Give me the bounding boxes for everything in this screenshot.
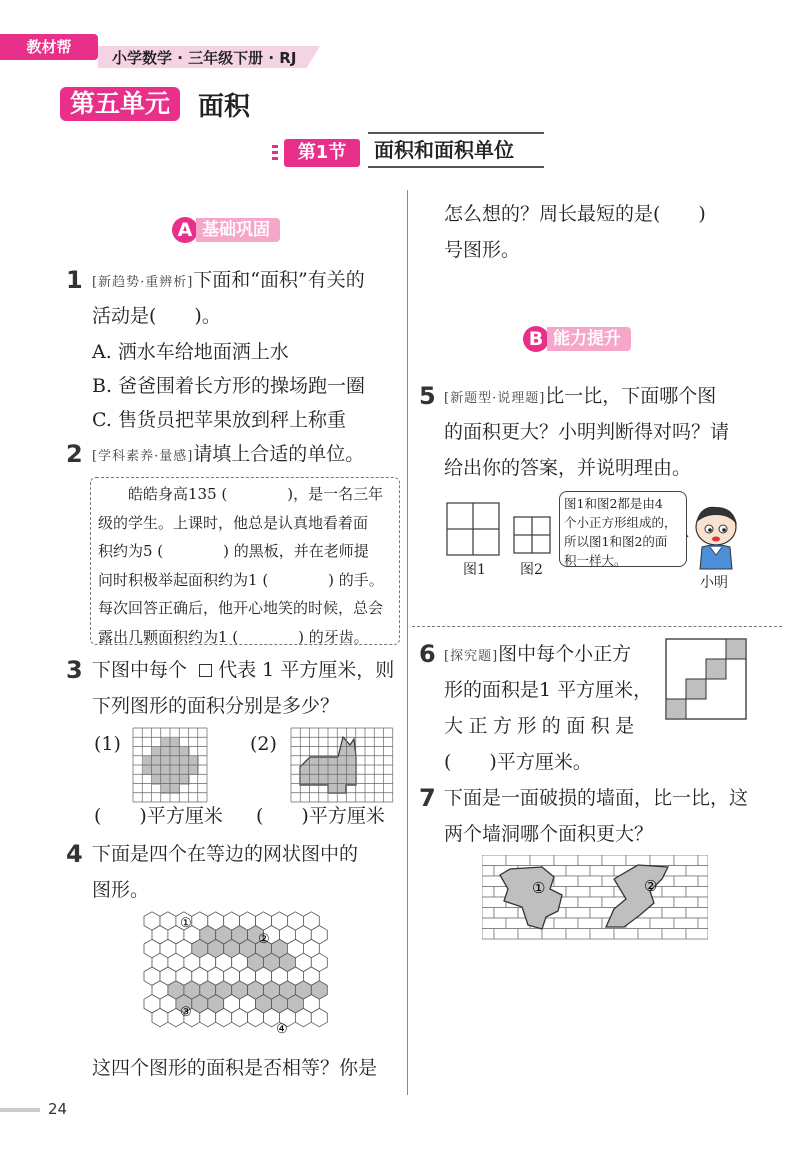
brick	[566, 908, 590, 919]
q2-box-line: 问时积极举起面积约为1 ( ) 的手。	[98, 570, 384, 589]
brick	[482, 908, 494, 919]
brick	[578, 876, 602, 887]
brick	[494, 929, 518, 940]
brick	[698, 918, 708, 929]
q1-option-a: A. 洒水车给地面洒上水	[92, 341, 289, 363]
q5-fig2-label: 图2	[520, 562, 543, 578]
q6-staircase-square	[665, 638, 747, 720]
brick	[566, 866, 590, 877]
q3-stem-b: 代表 1 平方厘米，则	[218, 659, 395, 681]
q5-speech-line: 图1和图2都是由4	[564, 496, 663, 511]
q3-stem-a: 下图中每个	[92, 659, 188, 681]
brick	[554, 876, 578, 887]
brick	[554, 918, 578, 929]
part-b-letter: B	[523, 326, 549, 352]
q3-grid-figure-1	[132, 727, 208, 803]
q5-line1	[444, 378, 716, 417]
brand-badge: 教材帮	[0, 34, 98, 60]
brick	[674, 918, 698, 929]
q1-stem: 下面和“面积”有关的	[193, 269, 365, 291]
section-title: 面积和面积单位	[368, 132, 544, 168]
q7-line2: 两个墙洞哪个面积更大？	[444, 823, 654, 845]
q3-number: 3	[66, 656, 83, 684]
q5-speech-bubble	[559, 491, 687, 567]
q4-mark-1: ①	[180, 916, 192, 931]
brick	[518, 929, 542, 940]
q6-stem: 图中每个小正方	[498, 643, 632, 665]
unit-badge: 第五单元	[60, 87, 180, 121]
q4-line1: 下面是四个在等边的网状图中的	[92, 843, 359, 865]
brick	[482, 897, 506, 908]
q3-fig1-grid	[133, 728, 207, 802]
brick	[674, 876, 698, 887]
brick	[590, 929, 614, 940]
brick	[530, 855, 554, 866]
brick	[554, 855, 578, 866]
xiaoming-avatar	[686, 503, 746, 573]
q1-line2: 活动是( )。	[92, 305, 221, 327]
book-title: 小学数学 · 三年级下册 · RJ	[112, 49, 297, 67]
brick	[698, 855, 708, 866]
brick	[506, 855, 530, 866]
q3-label-1: (1)	[94, 733, 121, 755]
q5-line2: 的面积更大？小明判断得对吗？请	[444, 421, 730, 443]
brick	[686, 929, 708, 940]
q5-tag: [新题型·说理题]	[444, 391, 546, 406]
q2-stem: 请填上合适的单位。	[193, 443, 365, 465]
q6-line2: 形的面积是1 平方厘米，	[444, 679, 653, 701]
q3-answer-1: ( )平方厘米	[94, 805, 223, 827]
brick	[482, 855, 506, 866]
q1-option-b: B. 爸爸围着长方形的操场跑一圈	[92, 375, 366, 397]
brick	[674, 855, 698, 866]
q5-fig1-label: 图1	[463, 562, 486, 578]
q1-option-c: C. 售货员把苹果放到秤上称重	[92, 409, 346, 431]
brick	[542, 929, 566, 940]
q4-mark-4: ④	[276, 1022, 288, 1037]
wall-hole-1-label: ①	[532, 879, 546, 897]
brick	[686, 908, 708, 919]
hex-cell	[311, 1008, 327, 1026]
q4-mark-2: ②	[258, 932, 270, 947]
page-number: 24	[48, 1100, 68, 1118]
hex-cell	[216, 1008, 232, 1026]
q6-number: 6	[419, 640, 436, 668]
brick	[482, 918, 506, 929]
page-number-bar	[0, 1108, 40, 1112]
q3-label-2: (2)	[250, 733, 277, 755]
brick	[662, 929, 686, 940]
q2-tag: [学科素养·量感]	[92, 449, 194, 464]
q5-stem: 比一比，下面哪个图	[545, 385, 717, 407]
brick	[590, 887, 614, 898]
q6-line4: ( )平方厘米。	[444, 751, 592, 773]
q7-line1: 下面是一面破损的墙面，比一比，这	[444, 787, 749, 809]
brick	[626, 855, 650, 866]
q7-number: 7	[419, 784, 436, 812]
section-dots	[272, 145, 278, 163]
brick	[650, 855, 674, 866]
brick	[638, 929, 662, 940]
brick	[482, 866, 494, 877]
q2-line1	[92, 436, 364, 475]
q2-box-line: 皓皓身高135 ( )，是一名三年	[98, 485, 384, 503]
unit-square-icon	[199, 664, 212, 677]
q3-line2: 下列图形的面积分别是多少？	[92, 695, 340, 717]
q1-line1	[92, 262, 365, 301]
q3-grid-figure-2	[290, 727, 396, 803]
q6-tag: [探究题]	[444, 649, 499, 664]
part-a-label: 基础巩固	[196, 218, 280, 242]
part-b-label: 能力提升	[547, 327, 631, 351]
brick	[578, 855, 602, 866]
brick	[590, 866, 614, 877]
xiaoming-label: 小明	[700, 575, 728, 591]
q7-brick-wall	[482, 855, 708, 941]
unit-title: 面积	[198, 92, 251, 122]
brick	[602, 855, 626, 866]
brick	[686, 866, 708, 877]
q5-speech-line: 所以图1和图2的面	[564, 534, 668, 549]
q2-box-line: 露出几颗面积约为1 ( ) 的牙齿。	[98, 627, 369, 646]
q5-separator	[412, 626, 782, 627]
q2-box-text	[98, 480, 384, 651]
q1-number: 1	[66, 266, 83, 294]
brick	[650, 918, 674, 929]
brick	[662, 908, 686, 919]
brick	[482, 887, 494, 898]
q3-answer-2: ( )平方厘米	[256, 805, 385, 827]
q5-line3: 给出你的答案，并说明理由。	[444, 457, 692, 479]
brick	[566, 929, 590, 940]
q1-tag: [新趋势·重辨析]	[92, 275, 194, 290]
q4-line4: 怎么想的？周长最短的是( )	[444, 203, 706, 225]
brick	[698, 897, 708, 908]
q2-box-line: 积约为5 ( ) 的黑板，并在老师提	[98, 542, 369, 560]
brick	[578, 897, 602, 908]
q5-speech-line: 积一样大。	[564, 553, 627, 568]
q4-hex-grid	[140, 910, 350, 1038]
part-a-letter: A	[172, 217, 198, 243]
q4-mark-3: ③	[180, 1005, 192, 1020]
brick	[482, 929, 494, 940]
q2-number: 2	[66, 440, 83, 468]
q4-line2: 图形。	[92, 879, 150, 901]
q3-line1	[92, 652, 394, 688]
q5-number: 5	[419, 382, 436, 410]
q2-box-line: 级的学生。上课时，他总是认真地看着面	[98, 513, 369, 532]
part-b-badge	[523, 326, 631, 352]
q6-line1	[444, 636, 631, 675]
wall-hole-2-label: ②	[644, 877, 658, 895]
brick	[698, 876, 708, 887]
brick	[494, 908, 518, 919]
brick	[686, 887, 708, 898]
part-a-badge	[172, 217, 280, 243]
brick	[662, 887, 686, 898]
section-badge: 第1节	[284, 139, 360, 167]
q2-box-line: 每次回答正确后，他开心地笑的时候，总会	[98, 599, 384, 617]
column-divider	[407, 190, 408, 1095]
q4-line3: 这四个图形的面积是否相等？你是	[92, 1057, 378, 1079]
q4-number: 4	[66, 840, 83, 868]
q5-figures	[446, 500, 554, 556]
brick	[614, 929, 638, 940]
q6-line3: 大 正 方 形 的 面 积 是	[444, 715, 634, 737]
brick	[674, 897, 698, 908]
q4-line5: 号图形。	[444, 239, 521, 261]
q5-speech-line: 个小正方形组成的，	[564, 515, 677, 530]
brick	[578, 918, 602, 929]
brick	[566, 887, 590, 898]
